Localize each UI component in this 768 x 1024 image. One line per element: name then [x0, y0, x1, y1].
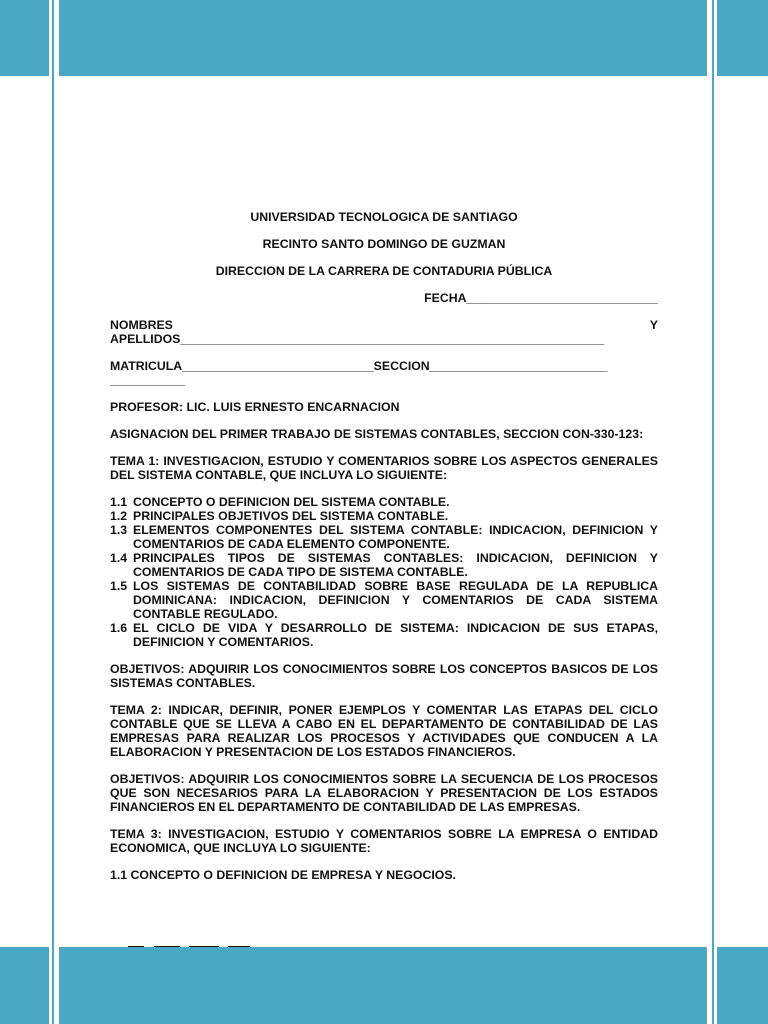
frame-gap-left [49, 0, 59, 1024]
tema3-title: TEMA 3: INVESTIGACION, ESTUDIO Y COMENTARIOS SOBRE LA EMPRESA O ENTIDAD ECONOMICA, QUE INCLUYA LO SIGUIENTE: [110, 827, 658, 855]
tema2-objetivos: OBJETIVOS: ADQUIRIR LOS CONOCIMIENTOS SOBRE LA SECUENCIA DE LOS PROCESOS QUE SON NECESARIOS PARA LA ELABORACION Y PRESENTACION DE LOS ESTADOS FINANCIEROS EN EL DEPARTAMENTO DE CONTABILIDAD DE LAS EMPRESAS. [110, 772, 658, 814]
tema1-objetivos: OBJETIVOS: ADQUIRIR LOS CONOCIMIENTOS SOBRE LOS CONCEPTOS BASICOS DE LOS SISTEMAS CONTABLES. [110, 662, 658, 690]
nombres-line-2: APELLIDOS______________________________________________________________ [110, 332, 605, 346]
header-band [0, 0, 768, 76]
list-item [110, 579, 658, 621]
item-number: 1.2 [110, 509, 128, 523]
item-text: LOS SISTEMAS DE CONTABILIDAD SOBRE BASE REGULADA DE LA REPUBLICA DOMINICANA: INDICACION, DEFINICION Y COMENTARIOS DE CADA SISTEMA CONTABLE REGULADO. [133, 579, 658, 621]
tema2-title: TEMA 2: INDICAR, DEFINIR, PONER EJEMPLOS Y COMENTAR LAS ETAPAS DEL CICLO CONTABLE QUE SE LLEVA A CABO EN EL DEPARTAMENTO DE CONTABILIDAD DE LAS EMPRESAS PARA REALIZAR LOS PROCESOS Y ACTIVIDADES QUE CONDUCEN A LA ELABORACION Y PRESENTACION DE LOS ESTADOS FINANCIEROS. [110, 703, 658, 759]
campus-title: RECINTO SANTO DOMINGO DE GUZMAN [262, 237, 506, 251]
nombres-field [110, 318, 658, 346]
tema3-item-1: 1.1 CONCEPTO O DEFINICION DE EMPRESA Y NEGOCIOS. [110, 868, 456, 882]
list-item [110, 551, 658, 579]
frame-line-right [712, 0, 714, 1024]
university-title: UNIVERSIDAD TECNOLOGICA DE SANTIAGO [250, 210, 518, 224]
item-text: PRINCIPALES OBJETIVOS DEL SISTEMA CONTABLE. [133, 509, 449, 523]
item-text: CONCEPTO O DEFINICION DEL SISTEMA CONTABLE. [133, 495, 450, 509]
item-number: 1.5 [110, 579, 128, 593]
matricula-line-2: ___________ [110, 373, 186, 387]
tema1-list [110, 495, 658, 649]
item-number: 1.6 [110, 621, 128, 635]
item-text: EL CICLO DE VIDA Y DESARROLLO DE SISTEMA: INDICACION DE SUS ETAPAS, DEFINICION Y COMENTARIOS. [133, 621, 658, 649]
tema1-title: TEMA 1: INVESTIGACION, ESTUDIO Y COMENTARIOS SOBRE LOS ASPECTOS GENERALES DEL SISTEMA CONTABLE, QUE INCLUYA LO SIGUIENTE: [110, 454, 658, 482]
department-title: DIRECCION DE LA CARRERA DE CONTADURIA PÚBLICA [215, 264, 553, 278]
item-number: 1.1 [110, 495, 128, 509]
item-text: PRINCIPALES TIPOS DE SISTEMAS CONTABLES: INDICACION, DEFINICION Y COMENTARIOS DE CADA TIPO DE SISTEMA CONTABLE. [133, 551, 658, 579]
item-number: 1.4 [110, 551, 128, 565]
frame-line-left-bottom [52, 947, 54, 1024]
document-page [110, 210, 658, 895]
matricula-line-1: MATRICULA____________________________SECCION__________________________ [110, 359, 608, 373]
list-item [110, 495, 658, 509]
nombres-line-1: NOMBRES Y [110, 318, 658, 332]
matricula-field [110, 359, 658, 387]
profesor-line: PROFESOR: LIC. LUIS ERNESTO ENCARNACION [110, 400, 400, 414]
frame-line-left [52, 0, 54, 1024]
asignacion-paragraph: ASIGNACION DEL PRIMER TRABAJO DE SISTEMAS CONTABLES, SECCION CON-330-123: [110, 427, 644, 441]
footer-band-overlay [0, 947, 768, 1024]
list-item [110, 523, 658, 551]
item-number: 1.3 [110, 523, 128, 537]
fecha-field: FECHA____________________________ [424, 291, 658, 305]
frame-gap-left-bottom [49, 947, 59, 1024]
frame-line-right-bottom [712, 947, 714, 1024]
list-item [110, 509, 658, 523]
item-text: ELEMENTOS COMPONENTES DEL SISTEMA CONTABLE: INDICACION, DEFINICION Y COMENTARIOS DE CADA ELEMENTO COMPONENTE. [133, 523, 658, 551]
list-item [110, 621, 658, 649]
